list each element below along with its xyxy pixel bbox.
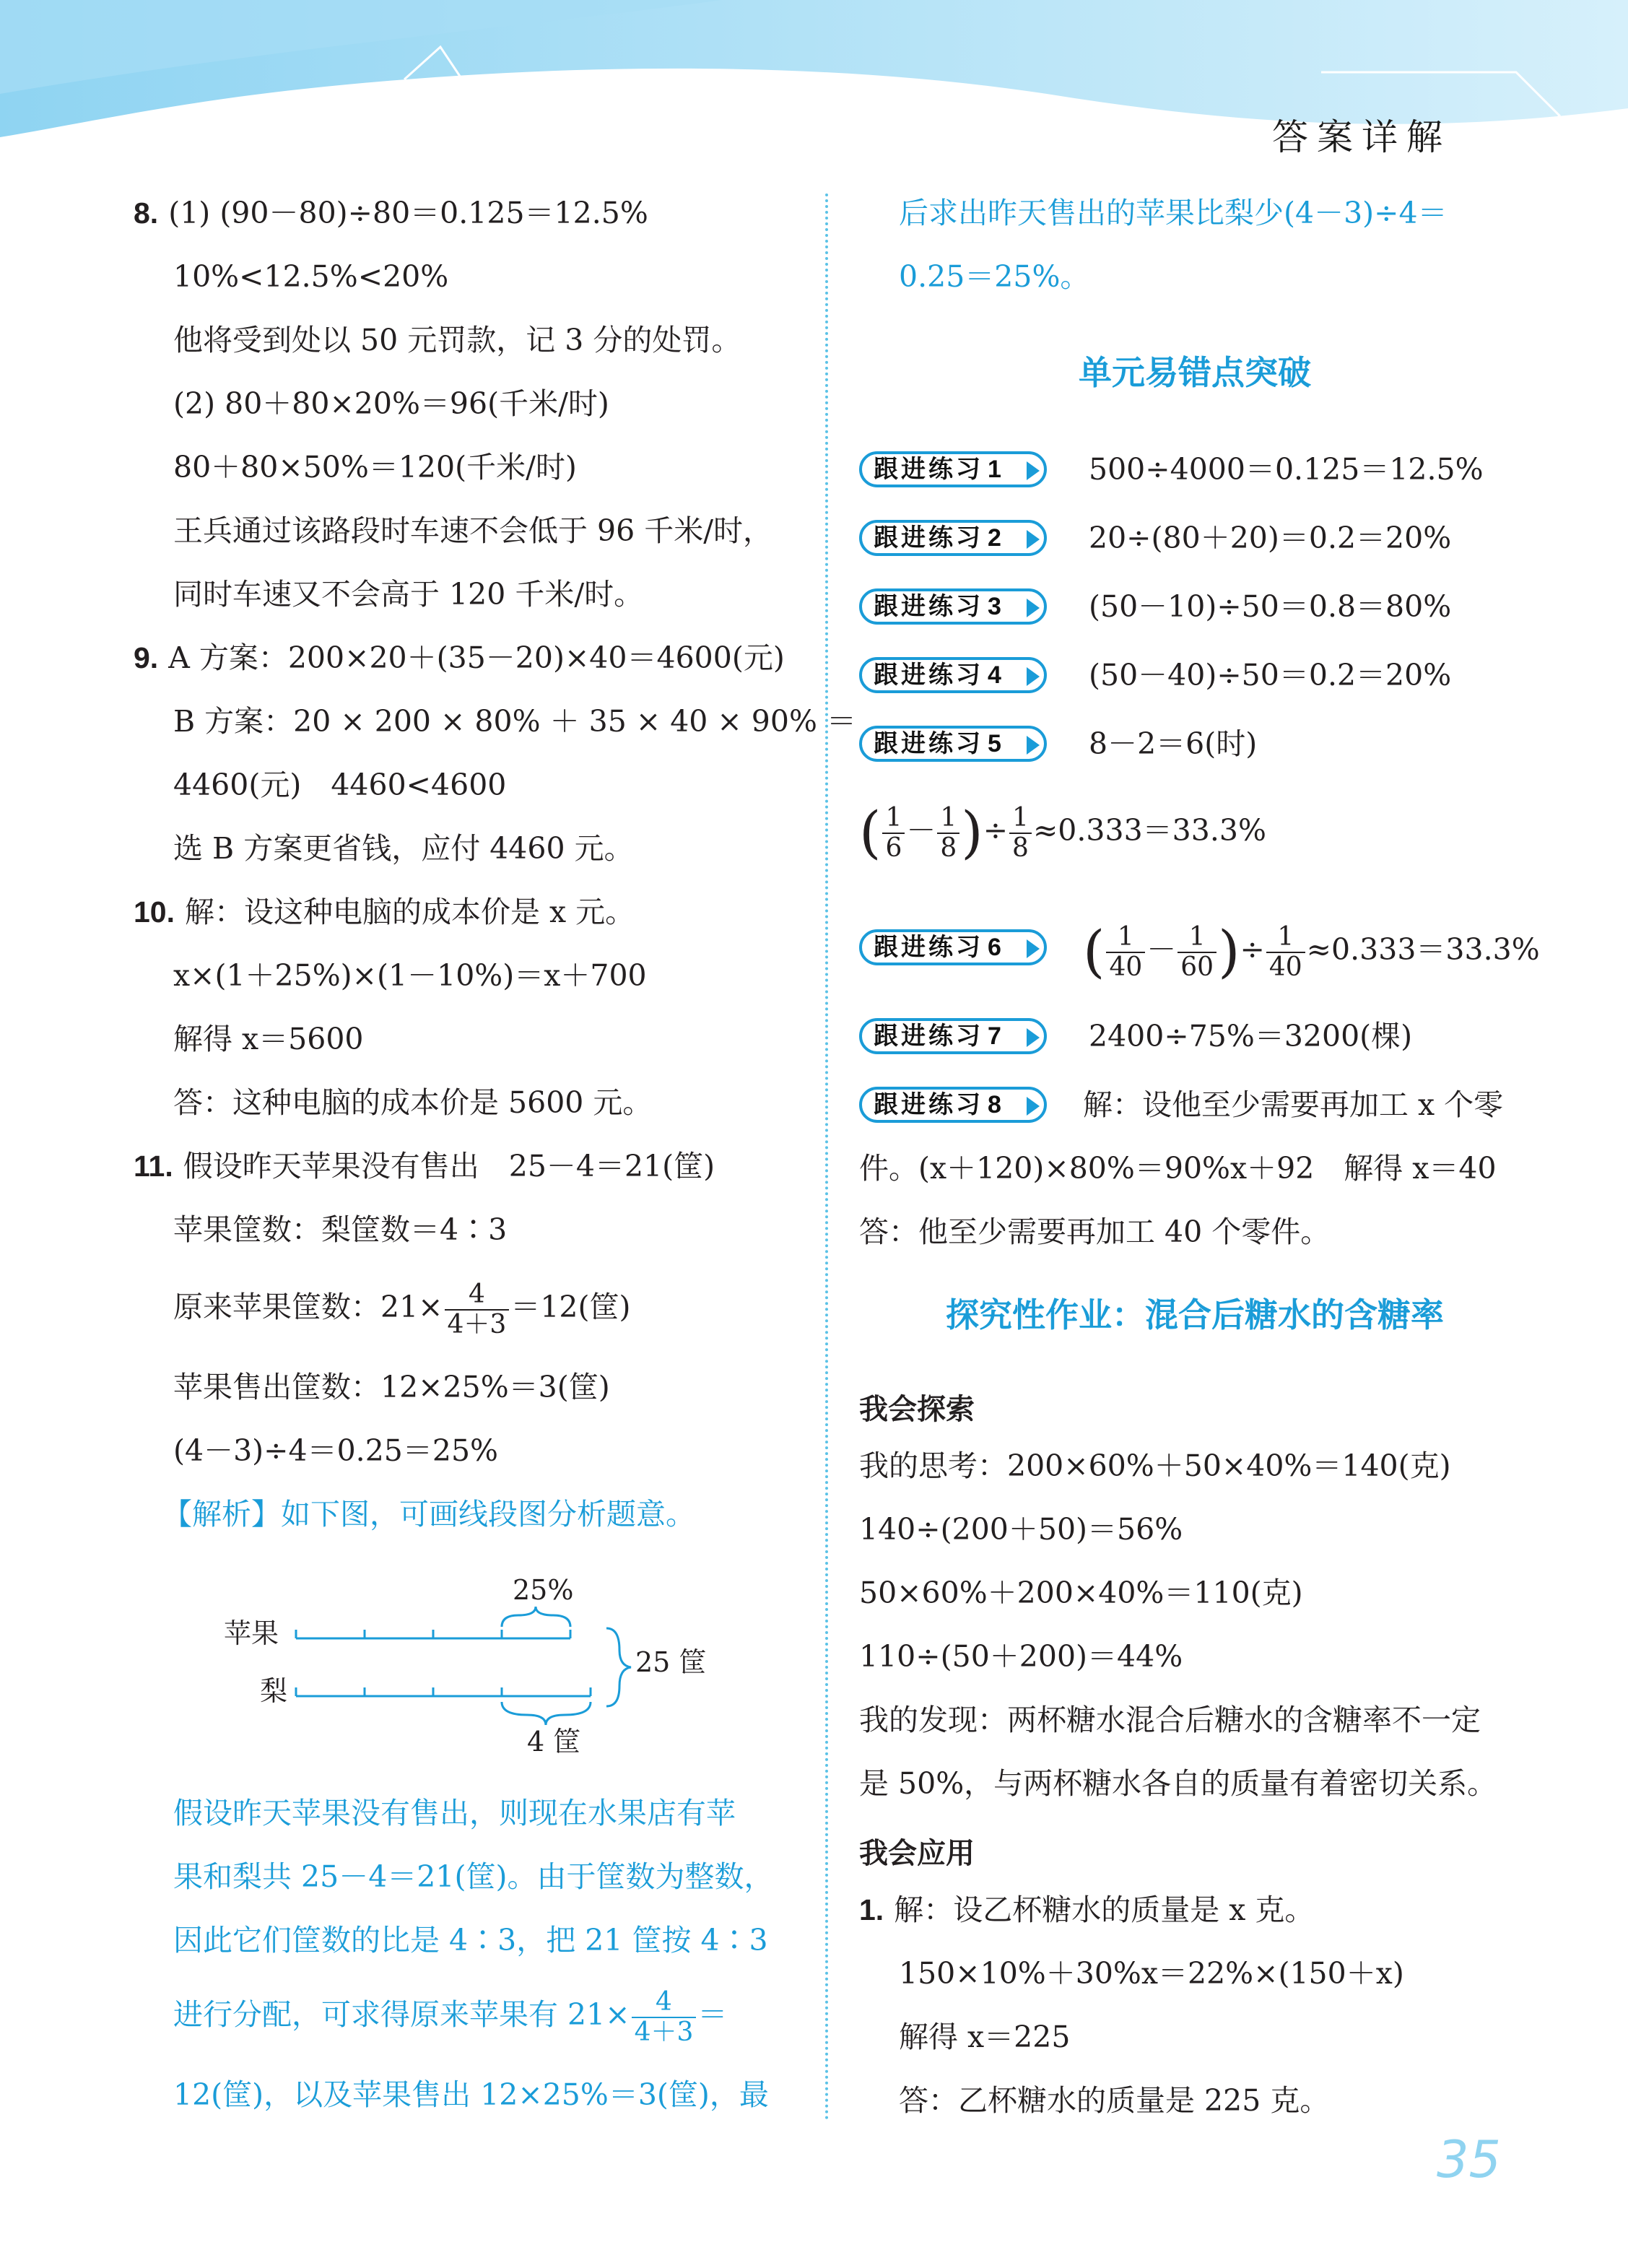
header-title: 答案详解: [1272, 116, 1451, 158]
exercise-row-8: [859, 1083, 1531, 1126]
apply-line-2: 150×10%＋30%x＝22%×(150＋x): [899, 1956, 1404, 1991]
q10-line-3: 解得 x＝5600: [173, 1022, 364, 1056]
fraction: [1009, 804, 1032, 863]
play-icon: [1027, 939, 1040, 958]
badge-text: 跟进练习: [874, 729, 983, 758]
explore-line-5: 我的发现：两杯糖水混合后糖水的含糖率不一定: [859, 1703, 1481, 1737]
q9-number: 9.: [134, 641, 159, 674]
fraction-numerator: 4: [632, 1988, 697, 2018]
fraction-numerator: 1: [1009, 804, 1032, 834]
q11-number: 11.: [134, 1150, 173, 1183]
q11-line-3-post: ＝12(筐): [510, 1290, 631, 1324]
q11-explain-4-post: ＝: [697, 1997, 728, 2032]
q8-line-5: 80＋80×50%＝120(千米/时): [173, 450, 577, 485]
exercise-row-4: [859, 653, 1531, 697]
badge-text: 跟进练习: [874, 592, 983, 621]
exercise-8-line-2: 件。(x＋120)×80%＝90%x＋92 解得 x＝40: [859, 1151, 1497, 1186]
exercise-answer-5: 8－2＝6(时): [1089, 726, 1258, 761]
q10-line-1: [134, 890, 635, 934]
badge-number: 3: [988, 593, 1004, 620]
apple-segment: [296, 1607, 570, 1638]
q11-explain-2: 果和梨共 25－4＝21(筐)。由于筐数为整数，: [173, 1859, 774, 1894]
play-icon: [1027, 667, 1040, 686]
exercise-row-7: [859, 1014, 1531, 1058]
apply-number: 1.: [859, 1893, 884, 1926]
q8-line-1: [134, 191, 648, 235]
percent-label: 25%: [513, 1578, 574, 1606]
badge-text: 跟进练习: [874, 523, 983, 552]
fraction: [632, 1988, 697, 2047]
badge-number: 4: [988, 661, 1004, 689]
page-number: 35: [1437, 2130, 1502, 2189]
q11-line-4: 苹果售出筐数：12×25%＝3(筐): [173, 1370, 610, 1404]
q11-line-5: (4－3)÷4＝0.25＝25%: [173, 1433, 499, 1468]
pear-segment: [296, 1628, 631, 1725]
q8-line-7: 同时车速又不会高于 120 千米/时。: [173, 577, 644, 612]
section-title-errors: 单元易错点突破: [1079, 353, 1311, 392]
explore-line-4: 110÷(50＋200)＝44%: [859, 1639, 1183, 1674]
q10-text: 解：设这种电脑的成本价是 x 元。: [185, 895, 635, 929]
fraction: [1106, 923, 1145, 982]
q8-number: 8.: [134, 196, 159, 230]
section-title-inquiry: 探究性作业：混合后糖水的含糖率: [946, 1295, 1444, 1334]
explore-heading: 我会探索: [859, 1393, 975, 1426]
play-icon: [1027, 599, 1040, 617]
fraction-denominator: 4＋3: [447, 1309, 507, 1339]
left-paren: (: [1083, 919, 1105, 985]
exercise-badge-7: [859, 1018, 1047, 1054]
fraction-denominator: 6: [885, 833, 902, 863]
play-icon: [1027, 530, 1040, 549]
explore-line-3: 50×60%＋200×40%＝110(克): [859, 1576, 1303, 1610]
q8-line-2: 10%<12.5%<20%: [173, 259, 449, 294]
badge-text: 跟进练习: [874, 661, 983, 690]
right-paren: ): [1218, 919, 1240, 985]
fraction-numerator: 1: [1106, 923, 1145, 953]
exercise-badge-5: [859, 726, 1047, 762]
fraction-numerator: 1: [1266, 923, 1305, 953]
q9-line-4: 选 B 方案更省钱，应付 4460 元。: [173, 831, 634, 866]
badge-text: 跟进练习: [874, 933, 983, 962]
exercise-5-result: ≈0.333＝33.3%: [1032, 813, 1266, 848]
exercise-row-5: [859, 722, 1531, 765]
q9-line-1: [134, 636, 785, 679]
fraction-denominator: 40: [1268, 952, 1302, 982]
q11-explain-7: 0.25＝25%。: [899, 259, 1090, 294]
play-icon: [1027, 1028, 1040, 1047]
q11-explain-6: 后求出昨天售出的苹果比梨少(4－3)÷4＝: [899, 196, 1448, 230]
fraction-denominator: 60: [1180, 952, 1214, 982]
q8-line-6: 王兵通过该路段时车速不会低于 96 千米/时，: [173, 513, 773, 548]
q11-analysis: 【解析】如下图，可画线段图分析题意。: [162, 1497, 695, 1531]
exercise-5-fraction-line: ( $\frac{1}{6}$ － $\frac{1}{8}$ )÷ $\frac{1}{8}$ ≈0.333＝33.3%: [859, 800, 1266, 866]
divide-sign: ÷: [983, 813, 1009, 848]
badge-number: 7: [988, 1022, 1004, 1050]
exercise-badge-2: [859, 520, 1047, 556]
q11-explain-5: 12(筐)，以及苹果售出 12×25%＝3(筐)，最: [173, 2077, 769, 2112]
exercise-answer-2: 20÷(80＋20)＝0.2＝20%: [1089, 521, 1452, 555]
q10-line-2: x×(1＋25%)×(1－10%)＝x＋700: [173, 958, 647, 993]
q11-explain-1: 假设昨天苹果没有售出，则现在水果店有苹: [173, 1796, 736, 1830]
apply-heading: 我会应用: [859, 1837, 975, 1870]
q11-explain-4-pre: 进行分配，可求得原来苹果有 21×: [173, 1997, 630, 2032]
apply-line-3: 解得 x＝225: [899, 2020, 1071, 2054]
fraction-numerator: 1: [1178, 923, 1216, 953]
exercise-badge-3: [859, 588, 1047, 625]
fraction-numerator: 1: [882, 804, 905, 834]
fraction-denominator: 4＋3: [634, 2017, 694, 2047]
q8-text: (1) (90－80)÷80＝0.125＝12.5%: [168, 196, 648, 230]
q8-line-3: 他将受到处以 50 元罚款，记 3 分的处罚。: [173, 323, 741, 357]
left-paren: (: [859, 800, 882, 866]
explore-line-2: 140÷(200＋50)＝56%: [859, 1512, 1183, 1547]
exercise-answer-6: ( $\frac{1}{40}$ － $\frac{1}{60}$ )÷ $\frac{1}{40}$ ≈0.333＝33.3%: [1083, 919, 1540, 985]
badge-number: 8: [988, 1091, 1004, 1118]
exercise-badge-8: [859, 1087, 1047, 1123]
badge-number: 6: [988, 934, 1004, 961]
q11-text: 假设昨天苹果没有售出 25－4＝21(筐): [183, 1149, 715, 1183]
badge-number: 2: [988, 524, 1004, 552]
exercise-answer-7: 2400÷75%＝3200(棵): [1089, 1019, 1413, 1053]
q9-text: A 方案：200×20＋(35－20)×40＝4600(元): [168, 640, 785, 675]
q11-line-1: [134, 1144, 715, 1188]
exercise-answer-3: (50－10)÷50＝0.8＝80%: [1089, 589, 1452, 624]
pear-label: 梨: [260, 1675, 288, 1707]
badge-number: 1: [988, 456, 1004, 483]
exercise-row-1: [859, 448, 1531, 491]
badge-text: 跟进练习: [874, 455, 983, 484]
exercise-badge-1: [859, 451, 1047, 487]
exercise-answer-4: (50－40)÷50＝0.2＝20%: [1089, 658, 1452, 692]
line-segment-diagram: [224, 1578, 729, 1780]
exercise-row-3: [859, 585, 1531, 628]
badge-text: 跟进练习: [874, 1090, 983, 1119]
q11-line-3-pre: 原来苹果筐数：21×: [173, 1290, 443, 1324]
apply-line-4: 答：乙杯糖水的质量是 225 克。: [899, 2083, 1330, 2118]
fraction-numerator: 4: [445, 1280, 510, 1311]
q10-number: 10.: [134, 895, 175, 929]
exercise-row-6: [859, 906, 1540, 993]
play-icon: [1027, 736, 1040, 755]
right-paren: ): [961, 800, 983, 866]
apple-label: 苹果: [224, 1617, 279, 1649]
divide-sign: ÷: [1240, 932, 1265, 967]
total-label: 25 筐: [635, 1646, 707, 1678]
badge-text: 跟进练习: [874, 1022, 983, 1051]
q11-explain-4: [173, 1975, 727, 2054]
exercise-6-result: ≈0.333＝33.3%: [1306, 932, 1540, 967]
play-icon: [1027, 461, 1040, 480]
fraction-denominator: 40: [1109, 952, 1143, 982]
fraction-denominator: 8: [1012, 833, 1029, 863]
fraction-denominator: 8: [940, 833, 957, 863]
q11-line-3: [173, 1267, 631, 1347]
explore-line-6: 是 50%，与两杯糖水各自的质量有着密切关系。: [859, 1766, 1497, 1801]
q9-line-2: B 方案：20 × 200 × 80% ＋ 35 × 40 × 90% ＝: [173, 704, 856, 739]
exercise-answer-8: 解：设他至少需要再加工 x 个零: [1083, 1087, 1504, 1122]
q11-explain-3: 因此它们筐数的比是 4∶3，把 21 筐按 4∶3: [173, 1923, 768, 1958]
fraction: [937, 804, 959, 863]
fraction: [882, 804, 905, 863]
q11-line-2: 苹果筐数：梨筐数＝4∶3: [173, 1212, 508, 1247]
exercise-badge-4: [859, 657, 1047, 693]
q9-line-3: 4460(元) 4460<4600: [173, 768, 507, 802]
explore-line-1: 我的思考：200×60%＋50×40%＝140(克): [859, 1448, 1451, 1483]
exercise-answer-1: 500÷4000＝0.125＝12.5%: [1089, 452, 1484, 487]
fraction-numerator: 1: [937, 804, 959, 834]
column-divider: [825, 194, 828, 2121]
fraction: [445, 1280, 510, 1339]
fraction: [1266, 923, 1305, 982]
q8-line-4: (2) 80＋80×20%＝96(千米/时): [173, 386, 609, 421]
play-icon: [1027, 1097, 1040, 1116]
badge-number: 5: [988, 730, 1004, 757]
apply-line-1: [859, 1888, 1314, 1932]
exercise-8-line-3: 答：他至少需要再加工 40 个零件。: [859, 1215, 1331, 1249]
difference-label: 4 筐: [527, 1726, 581, 1758]
apply-text: 解：设乙杯糖水的质量是 x 克。: [894, 1893, 1315, 1927]
exercise-badge-6: [859, 929, 1047, 965]
q10-line-4: 答：这种电脑的成本价是 5600 元。: [173, 1085, 653, 1120]
exercise-row-2: [859, 516, 1531, 560]
fraction: [1178, 923, 1216, 982]
